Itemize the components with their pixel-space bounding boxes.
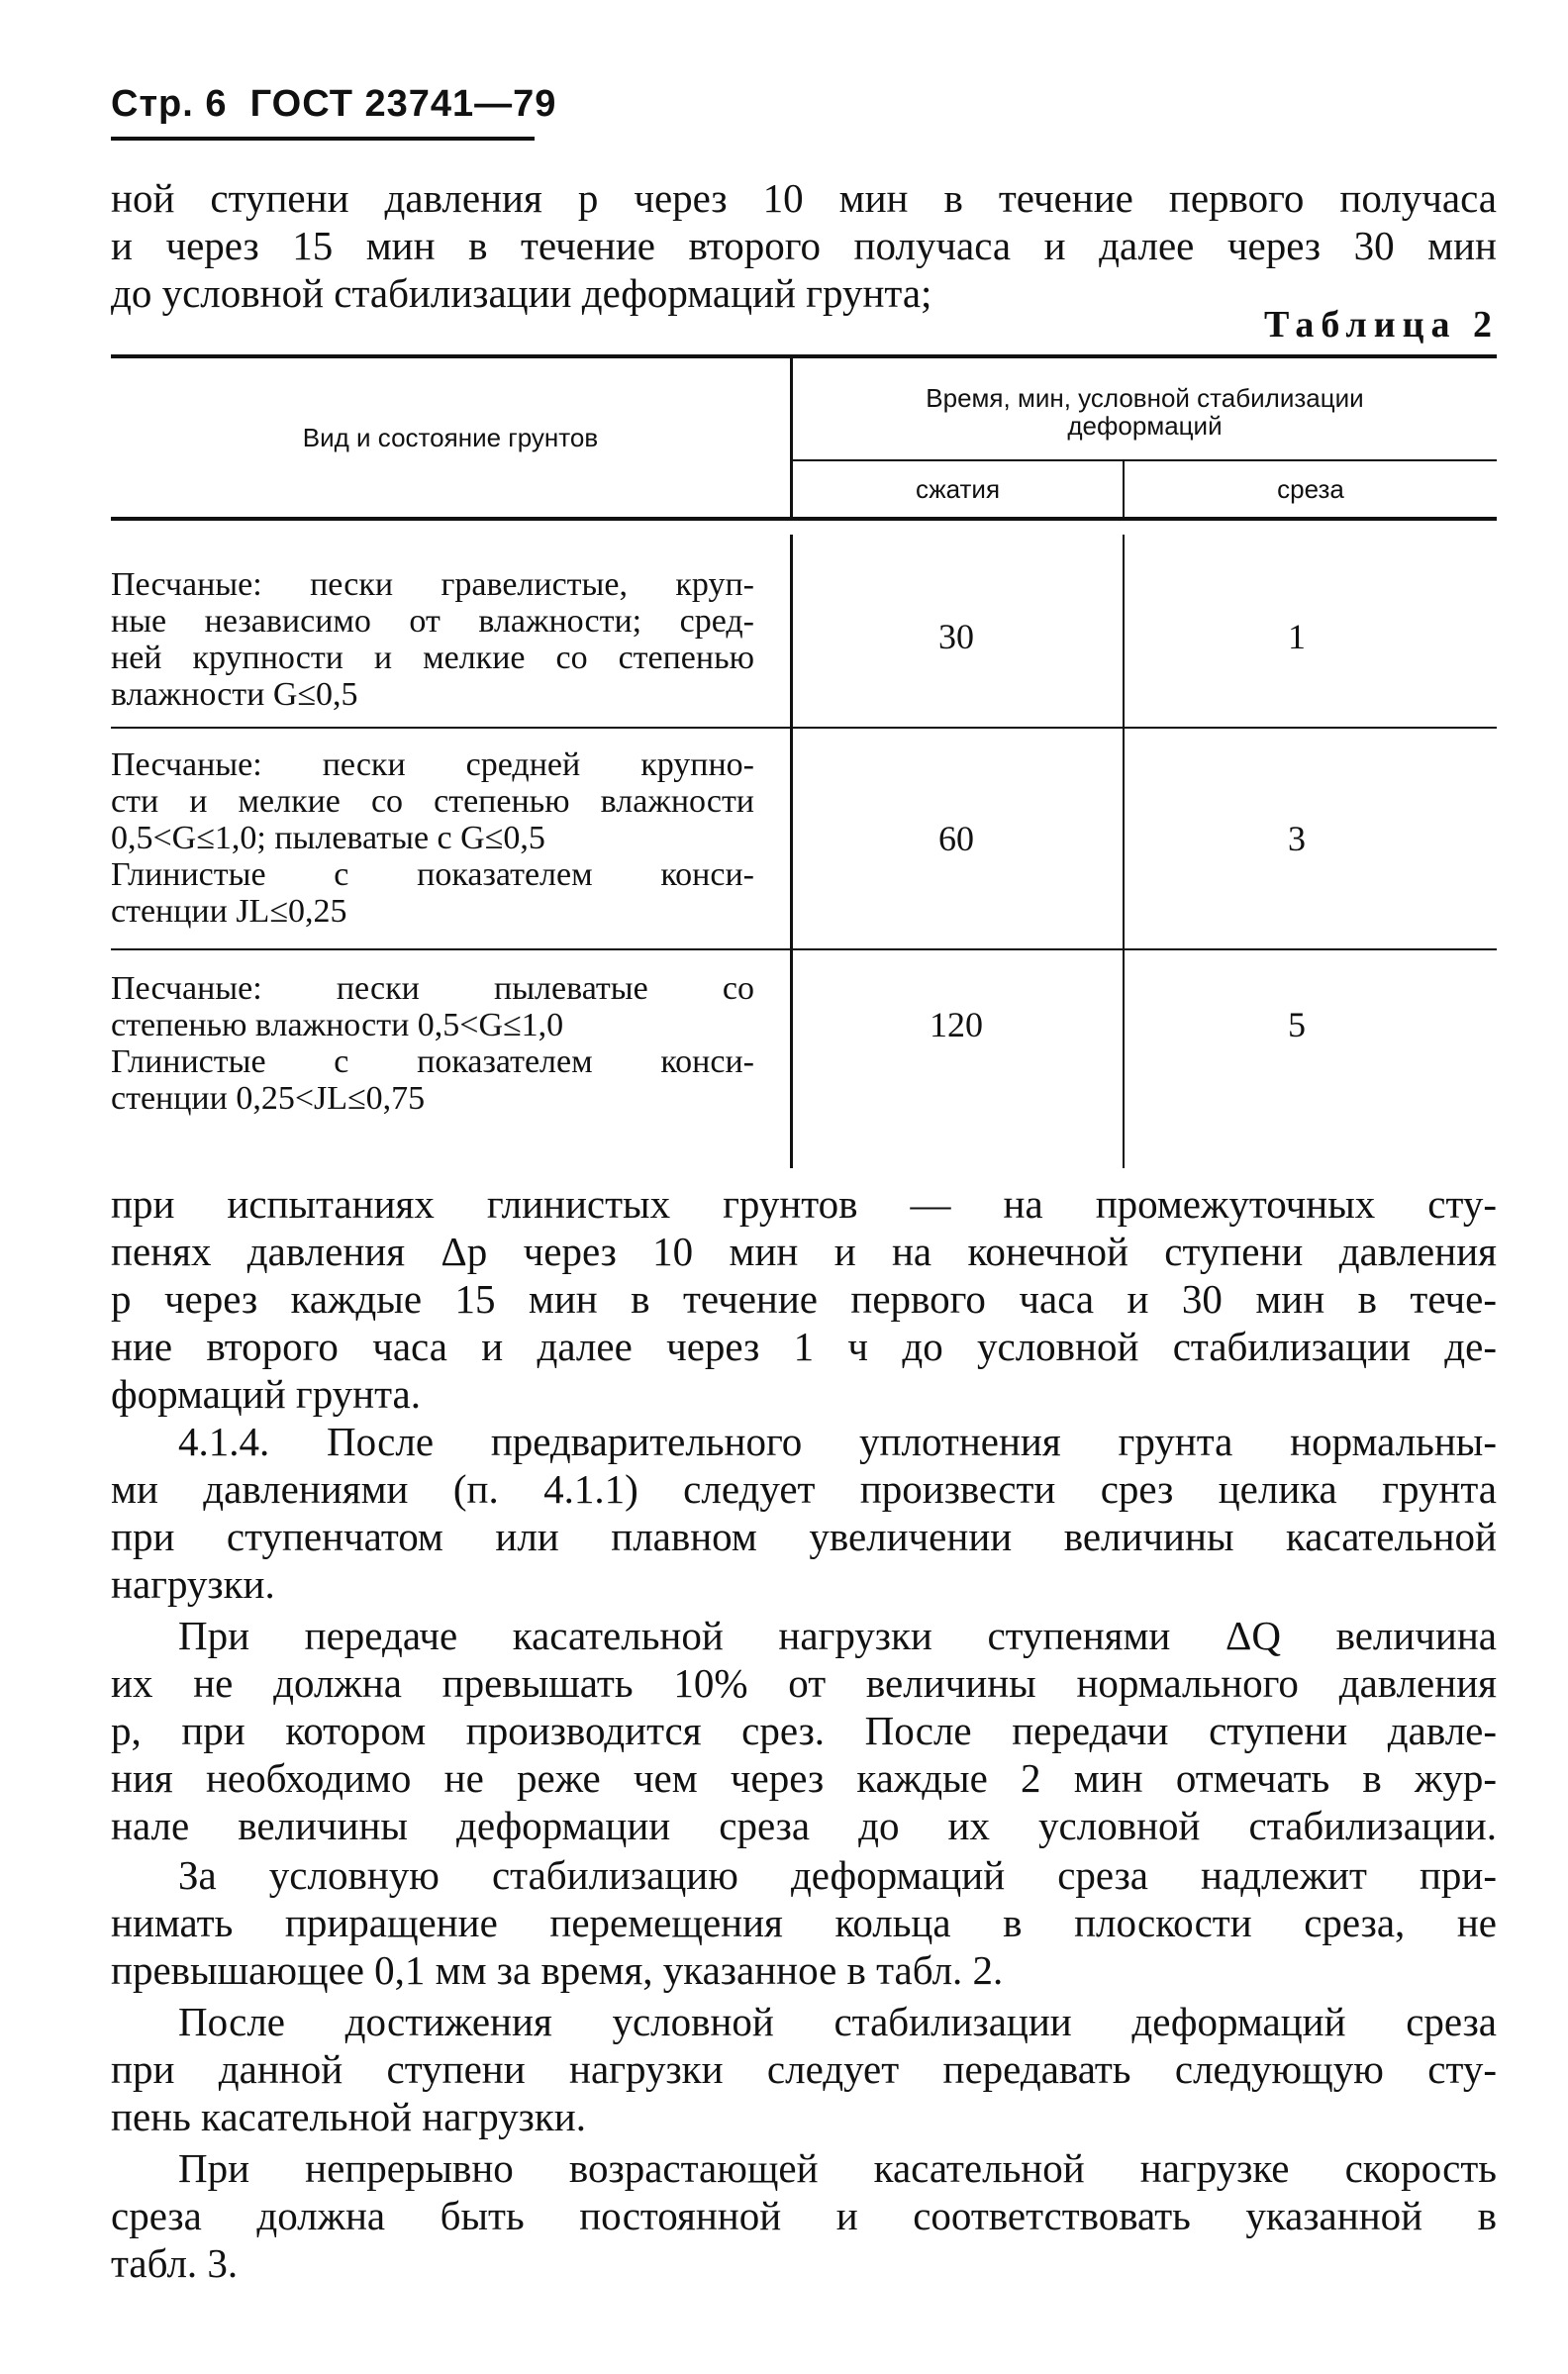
table-row-1-soil bbox=[111, 566, 754, 713]
standard-code: ГОСТ 23741—79 bbox=[249, 83, 557, 125]
col-header-shear: среза bbox=[1277, 474, 1344, 504]
body-line-21: При непрерывно возрастающей касательной нагрузке скорость bbox=[178, 2145, 1497, 2191]
body-line-13: ния необходимо не реже чем через каждые 2 мин отмечать в жур- bbox=[111, 1755, 1497, 1801]
page-header bbox=[111, 83, 556, 126]
header-rule bbox=[111, 137, 535, 141]
row-2-line-3: 0,5<G≤1,0; пылеватые с G≤0,5 bbox=[111, 820, 545, 856]
row-3-line-3: Глинистые с показателем конси- bbox=[111, 1043, 754, 1080]
body-line-4: ние второго часа и далее через 1 ч до условной стабилизации де- bbox=[111, 1324, 1497, 1369]
col-header-time-line1: Время, мин, условной стабилизации bbox=[926, 383, 1364, 413]
row-3-line-4: стенции 0,25<JL≤0,75 bbox=[111, 1080, 426, 1117]
col-header-compression: сжатия bbox=[915, 474, 1001, 504]
body-line-17: превышающее 0,1 мм за время, указанное в табл. 2. bbox=[111, 1947, 1004, 1993]
row-1-line-2: ные независимо от влажности; сред- bbox=[111, 603, 754, 640]
row-1-line-3: ней крупности и мелкие со степенью bbox=[111, 640, 754, 676]
body-line-1: при испытаниях глинистых грунтов — на промежуточных сту- bbox=[111, 1181, 1497, 1227]
intro-line-3: до условной стабилизации деформаций грунта; bbox=[111, 270, 932, 316]
table-top-rule bbox=[111, 354, 1497, 358]
row-1-line-4: влажности G≤0,5 bbox=[111, 676, 358, 713]
col-header-soil: Вид и состояние грунтов bbox=[302, 423, 599, 452]
row-2-line-4: Глинистые с показателем конси- bbox=[111, 856, 754, 893]
body-line-7: ми давлениями (п. 4.1.1) следует произвести срез целика грунта bbox=[111, 1466, 1497, 1512]
row-3-line-1: Песчаные: пески пылеватые со bbox=[111, 970, 754, 1007]
row-3-line-2: степенью влажности 0,5<G≤1,0 bbox=[111, 1007, 564, 1043]
body-line-16: нимать приращение перемещения кольца в плоскости среза, не bbox=[111, 1900, 1497, 1945]
body-line-11: их не должна превышать 10% от величины нормального давления bbox=[111, 1660, 1497, 1706]
header-subrule bbox=[793, 459, 1497, 461]
row-2-line-2: сти и мелкие со степенью влажности bbox=[111, 783, 754, 820]
row-1-compression: 30 bbox=[938, 617, 974, 656]
row-1-line-1: Песчаные: пески гравелистые, круп- bbox=[111, 566, 754, 603]
body-line-3: р через каждые 15 мин в течение первого часа и 30 мин в тече- bbox=[111, 1276, 1497, 1322]
body-line-19: при данной ступени нагрузки следует передавать следующую сту- bbox=[111, 2046, 1497, 2092]
table-row-3-soil bbox=[111, 970, 754, 1117]
row-separator-2 bbox=[111, 948, 1497, 950]
body-line-18: После достижения условной стабилизации деформаций среза bbox=[178, 1999, 1497, 2044]
intro-line-1: ной ступени давления р через 10 мин в течение первого получаса bbox=[111, 175, 1497, 221]
col-header-time bbox=[793, 384, 1497, 440]
row-2-compression: 60 bbox=[938, 819, 974, 858]
body-line-8: при ступенчатом или плавном увеличении величины касательной bbox=[111, 1514, 1497, 1559]
body-line-5: формаций грунта. bbox=[111, 1371, 421, 1417]
row-2-shear: 3 bbox=[1288, 819, 1306, 858]
row-2-line-5: стенции JL≤0,25 bbox=[111, 893, 347, 930]
body-line-20: пень касательной нагрузки. bbox=[111, 2094, 586, 2139]
row-3-shear: 5 bbox=[1288, 1005, 1306, 1044]
col-header-time-line2: деформаций bbox=[1067, 411, 1223, 441]
body-line-9: нагрузки. bbox=[111, 1561, 275, 1607]
body-divider-left bbox=[790, 535, 793, 1168]
row-separator-1 bbox=[111, 727, 1497, 729]
row-3-compression: 120 bbox=[930, 1005, 983, 1044]
body-line-10: При передаче касательной нагрузки ступенями ΔQ величина bbox=[178, 1613, 1497, 1658]
intro-line-2: и через 15 мин в течение второго получаса и далее через 30 мин bbox=[111, 223, 1497, 268]
header-bottom-rule bbox=[111, 517, 1497, 521]
body-line-14: нале величины деформации среза до их условной стабилизации. bbox=[111, 1803, 1497, 1848]
row-2-line-1: Песчаные: пески средней крупно- bbox=[111, 746, 754, 783]
body-line-22: среза должна быть постоянной и соответствовать указанной в bbox=[111, 2193, 1497, 2238]
table-caption: Таблица 2 bbox=[1263, 304, 1499, 346]
body-line-2: пенях давления Δр через 10 мин и на конечной ступени давления bbox=[111, 1229, 1497, 1274]
body-divider-right bbox=[1123, 535, 1125, 1168]
body-line-15: За условную стабилизацию деформаций среза надлежит при- bbox=[178, 1852, 1497, 1898]
body-line-23: табл. 3. bbox=[111, 2240, 239, 2286]
body-line-12: р, при котором производится срез. После передачи ступени давле- bbox=[111, 1708, 1497, 1753]
row-1-shear: 1 bbox=[1288, 617, 1306, 656]
body-line-6: 4.1.4. После предварительного уплотнения грунта нормальны- bbox=[178, 1419, 1497, 1464]
table-row-2-soil bbox=[111, 746, 754, 930]
page-number: Стр. 6 bbox=[111, 83, 228, 125]
